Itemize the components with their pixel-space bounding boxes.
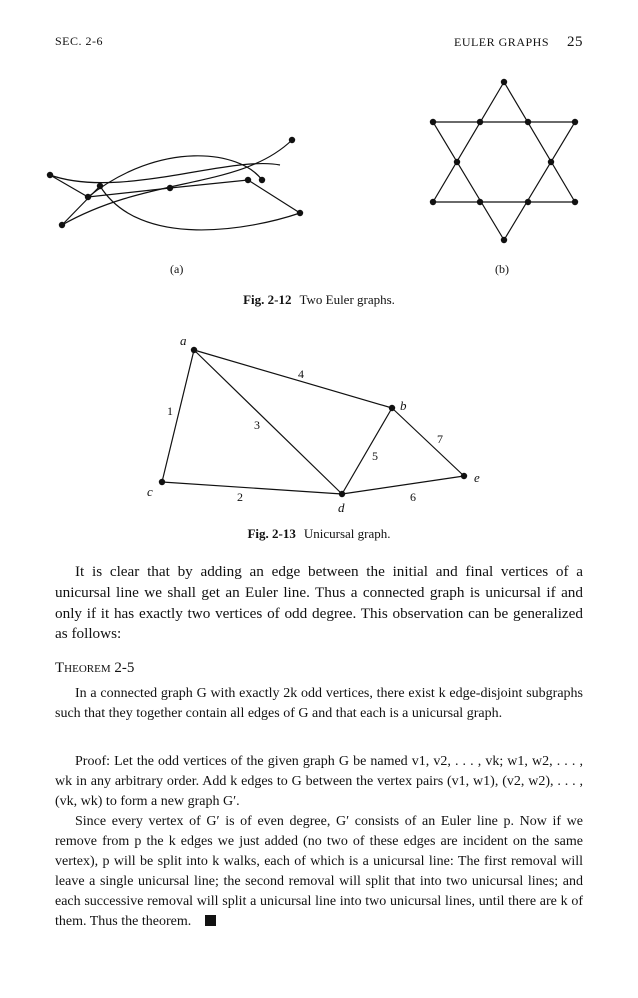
paragraph-text: It is clear that by adding an edge between the initial and final vertices of a unicursal line we shall get an Euler line. Thus a connected graph is unicursal if and only if it has exactly two vertices of odd degree. This observation can be generalized as follows:: [55, 563, 583, 643]
vertex: [454, 159, 460, 165]
caption-text: Unicursal graph.: [303, 526, 391, 541]
edge-label-4: 4: [298, 367, 304, 381]
edge-label-1: 1: [167, 404, 173, 418]
vertex: [289, 137, 295, 143]
edge-label-3: 3: [254, 418, 260, 432]
edge: [62, 186, 100, 225]
figure-2-13-vertices: [159, 347, 467, 497]
vertex: [59, 222, 65, 228]
edge-7: [392, 408, 464, 476]
subfigure-label-b: (b): [495, 262, 509, 276]
vertex-label-b: b: [400, 398, 407, 413]
vertex-label-d: d: [338, 500, 345, 515]
vertex-a: [191, 347, 197, 353]
edge-label-7: 7: [437, 432, 443, 446]
vertex-b: [389, 405, 395, 411]
edge-label-2: 2: [237, 490, 243, 504]
vertex: [85, 194, 91, 200]
vertex-label-e: e: [474, 470, 480, 485]
vertex: [167, 185, 173, 191]
chapter-title: EULER GRAPHS: [453, 35, 549, 49]
vertex: [47, 172, 53, 178]
vertex: [430, 119, 436, 125]
page-number: 25: [567, 34, 583, 50]
figure-2-13-edges: [162, 350, 464, 494]
vertex: [259, 177, 265, 183]
caption-text: Two Euler graphs.: [299, 292, 395, 307]
vertex: [572, 199, 578, 205]
subfigure-label-a: (a): [170, 262, 184, 276]
proof-paragraph-2: [55, 812, 583, 932]
body-paragraph: [55, 562, 583, 645]
theorem-heading: Theorem 2-5: [55, 660, 135, 676]
edge-6: [342, 476, 464, 494]
vertex: [430, 199, 436, 205]
figure-2-12a-graph: [50, 140, 300, 230]
proof-paragraph-1: Proof: Let the odd vertices of the given graph G be named v1, v2, . . . , vk; w1, w2, . . . , wk in any arbitrary order. Add k edges to G between the vertex pairs (v1, w1), (v2, w2), . . . , (vk, wk) to form a new graph G′.: [55, 754, 583, 809]
vertex: [525, 199, 531, 205]
triangle-up: [433, 82, 575, 202]
vertex: [572, 119, 578, 125]
edge-label-6: 6: [410, 490, 416, 504]
vertex-d: [339, 491, 345, 497]
vertex-c: [159, 479, 165, 485]
edge-5: [342, 408, 392, 494]
qed-symbol: [205, 915, 216, 926]
vertex: [501, 237, 507, 243]
vertex: [477, 119, 483, 125]
proof-paragraph-2-text: Since every vertex of G′ is of even degree, G′ consists of an Euler line p. Now if we remove from p the k edges we just added (no two of these edges are incident on the same vertex), p will be split into k walks, each of which is a unicursal line: The first removal will leave a single unicursal line; the second removal will split that into two unicursal lines; and each successive removal will split a unicursal line into two unicursal lines, until there are k of them. Thus the theorem.: [55, 814, 583, 929]
vertex: [548, 159, 554, 165]
triangle-down: [433, 122, 575, 240]
vertex-label-c: c: [147, 484, 153, 499]
vertex-label-a: a: [180, 333, 187, 348]
vertex: [525, 119, 531, 125]
vertex: [245, 177, 251, 183]
edge-label-5: 5: [372, 449, 378, 463]
vertex: [297, 210, 303, 216]
vertex: [501, 79, 507, 85]
figure-2-12b-vertices: [430, 79, 578, 243]
vertex-e: [461, 473, 467, 479]
proof: [55, 752, 583, 932]
theorem-text: In a connected graph G with exactly 2k odd vertices, there exist k edge-disjoint subgraphs such that they together contain all edges of G and that each is a unicursal graph.: [55, 686, 583, 721]
edge-2: [162, 482, 342, 494]
figure-number: Fig. 2-13: [247, 526, 296, 541]
figure-number: Fig. 2-12: [243, 292, 292, 307]
edge: [88, 156, 262, 197]
vertex: [97, 183, 103, 189]
section-header: SEC. 2-6: [55, 34, 104, 48]
figure-2-12-caption: [0, 292, 638, 308]
vertex: [477, 199, 483, 205]
theorem-statement: [55, 684, 583, 724]
figure-2-13-caption: [0, 526, 638, 542]
